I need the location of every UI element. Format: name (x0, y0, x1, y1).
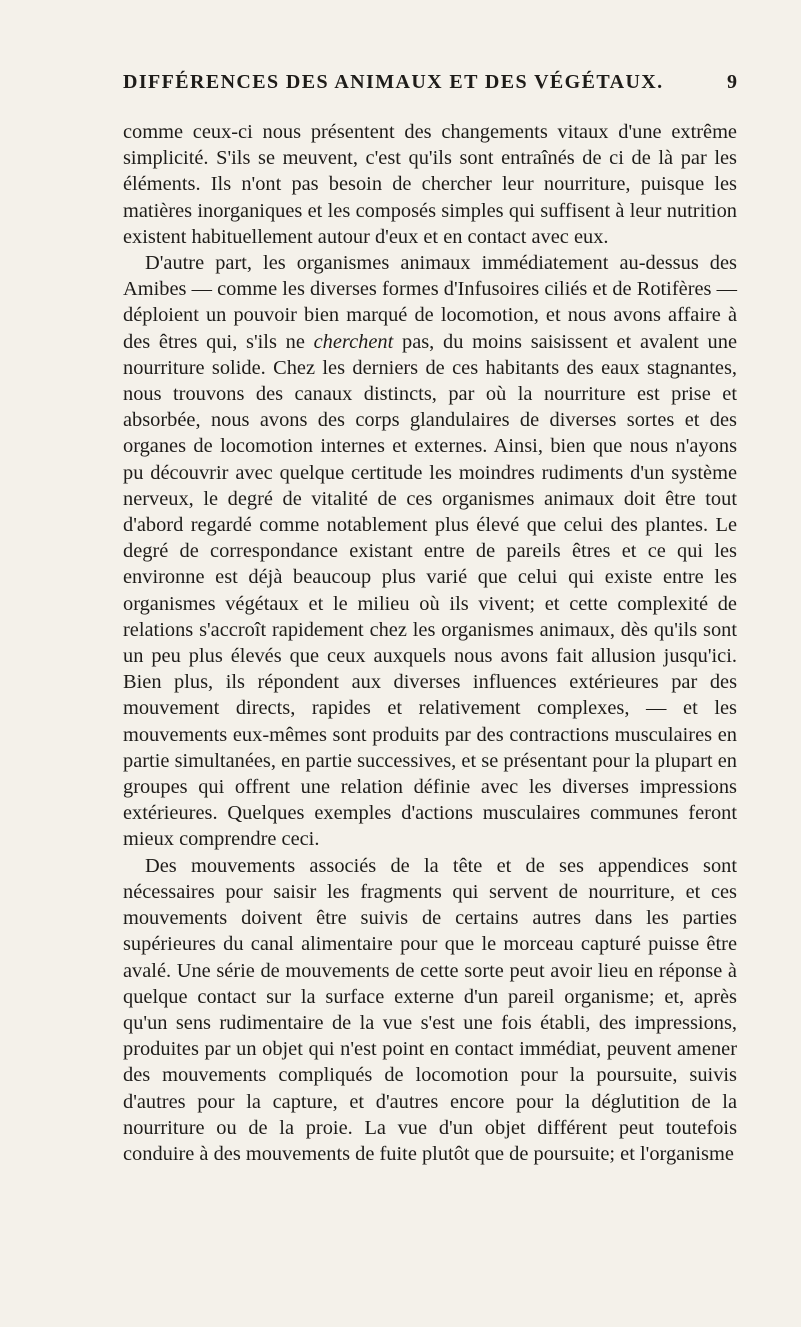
page-number: 9 (727, 71, 737, 93)
body-text (123, 119, 737, 1167)
paragraph-3: Des mouvements associés de la tête et de ses appendices sont nécessaires pour saisir les fragments qui servent de nourriture, et ces mouvements doivent être suivis de certains autres dans les parties supérieures du canal alimentaire pour que le morceau capturé puisse être avalé. Une série de mouvements de cette sorte peut avoir lieu en réponse à quelque contact sur la surface externe d'un pareil organisme; et, après qu'un sens rudimentaire de la vue s'est une fois établi, des impressions, produites par un objet qui n'est point en contact immédiat, peuvent amener des mouvements compliqués de locomotion pour la poursuite, suivis d'autres pour la capture, et d'autres encore pour la déglutition de la nourriture ou de la proie. La vue d'un objet différent peut toutefois conduire à des mouvements de fuite plutôt que de poursuite; et l'organisme (123, 854, 737, 1165)
paragraph-2-emphasis: cherchent (313, 330, 394, 353)
paragraph-1: comme ceux-ci nous présentent des changements vitaux d'une extrême simplicité. S'ils se meuvent, c'est qu'ils sont entraînés de ci de là par les éléments. Ils n'ont pas besoin de chercher leur nourriture, puisque les matières inorganiques et les composés simples qui suffisent à leur nutrition existent habituellement autour d'eux et en contact avec eux. (123, 121, 737, 248)
running-title: DIFFÉRENCES DES ANIMAUX ET DES VÉGÉTAUX. (123, 71, 664, 93)
paragraph-2 (123, 250, 737, 853)
running-head (123, 60, 737, 94)
paragraph-2-before: D'autre part, les organismes animaux immédiatement au-dessus des Amibes — comme les diverses formes d'Infusoires ciliés et de Rotifères — déploient un pouvoir bien marqué de locomotion, et nous avons affaire à des êtres qui, s'ils ne (123, 252, 737, 353)
paragraph-2-after: pas, du moins saisissent et avalent une nourriture solide. Chez les derniers de ces habitants des eaux stagnantes, nous trouvons des canaux distincts, par où la nourriture est prise et absorbée, nous avons des corps glandulaires de diverses sortes et des organes de locomotion internes et externes. Ainsi, bien que nous n'ayons pu découvrir avec quelque certitude les moindres rudiments d'un système nerveux, le degré de vitalité de ces organismes animaux doit être tout d'abord regardé comme notablement plus élevé que celui des plantes. Le degré de correspondance existant entre de pareils êtres et ce qui les environne est déjà beaucoup plus varié que celui qui existe entre les organismes végétaux et le milieu où ils vivent; et cette complexité de relations s'accroît rapidement chez les organismes animaux, dès qu'ils sont un peu plus élevés que ceux auxquels nous avons fait allusion jusqu'ici. Bien plus, ils répondent aux diverses influences extérieures par des mouvement directs, rapides et relativement complexes, — et les mouvements eux-mêmes sont produits par des contractions musculaires en partie simultanées, en partie successives, et se présentant pour la plupart en groupes qui offrent une relation définie avec les diverses impressions extérieures. Quelques exemples d'actions musculaires communes feront mieux comprendre ceci. (123, 330, 737, 851)
